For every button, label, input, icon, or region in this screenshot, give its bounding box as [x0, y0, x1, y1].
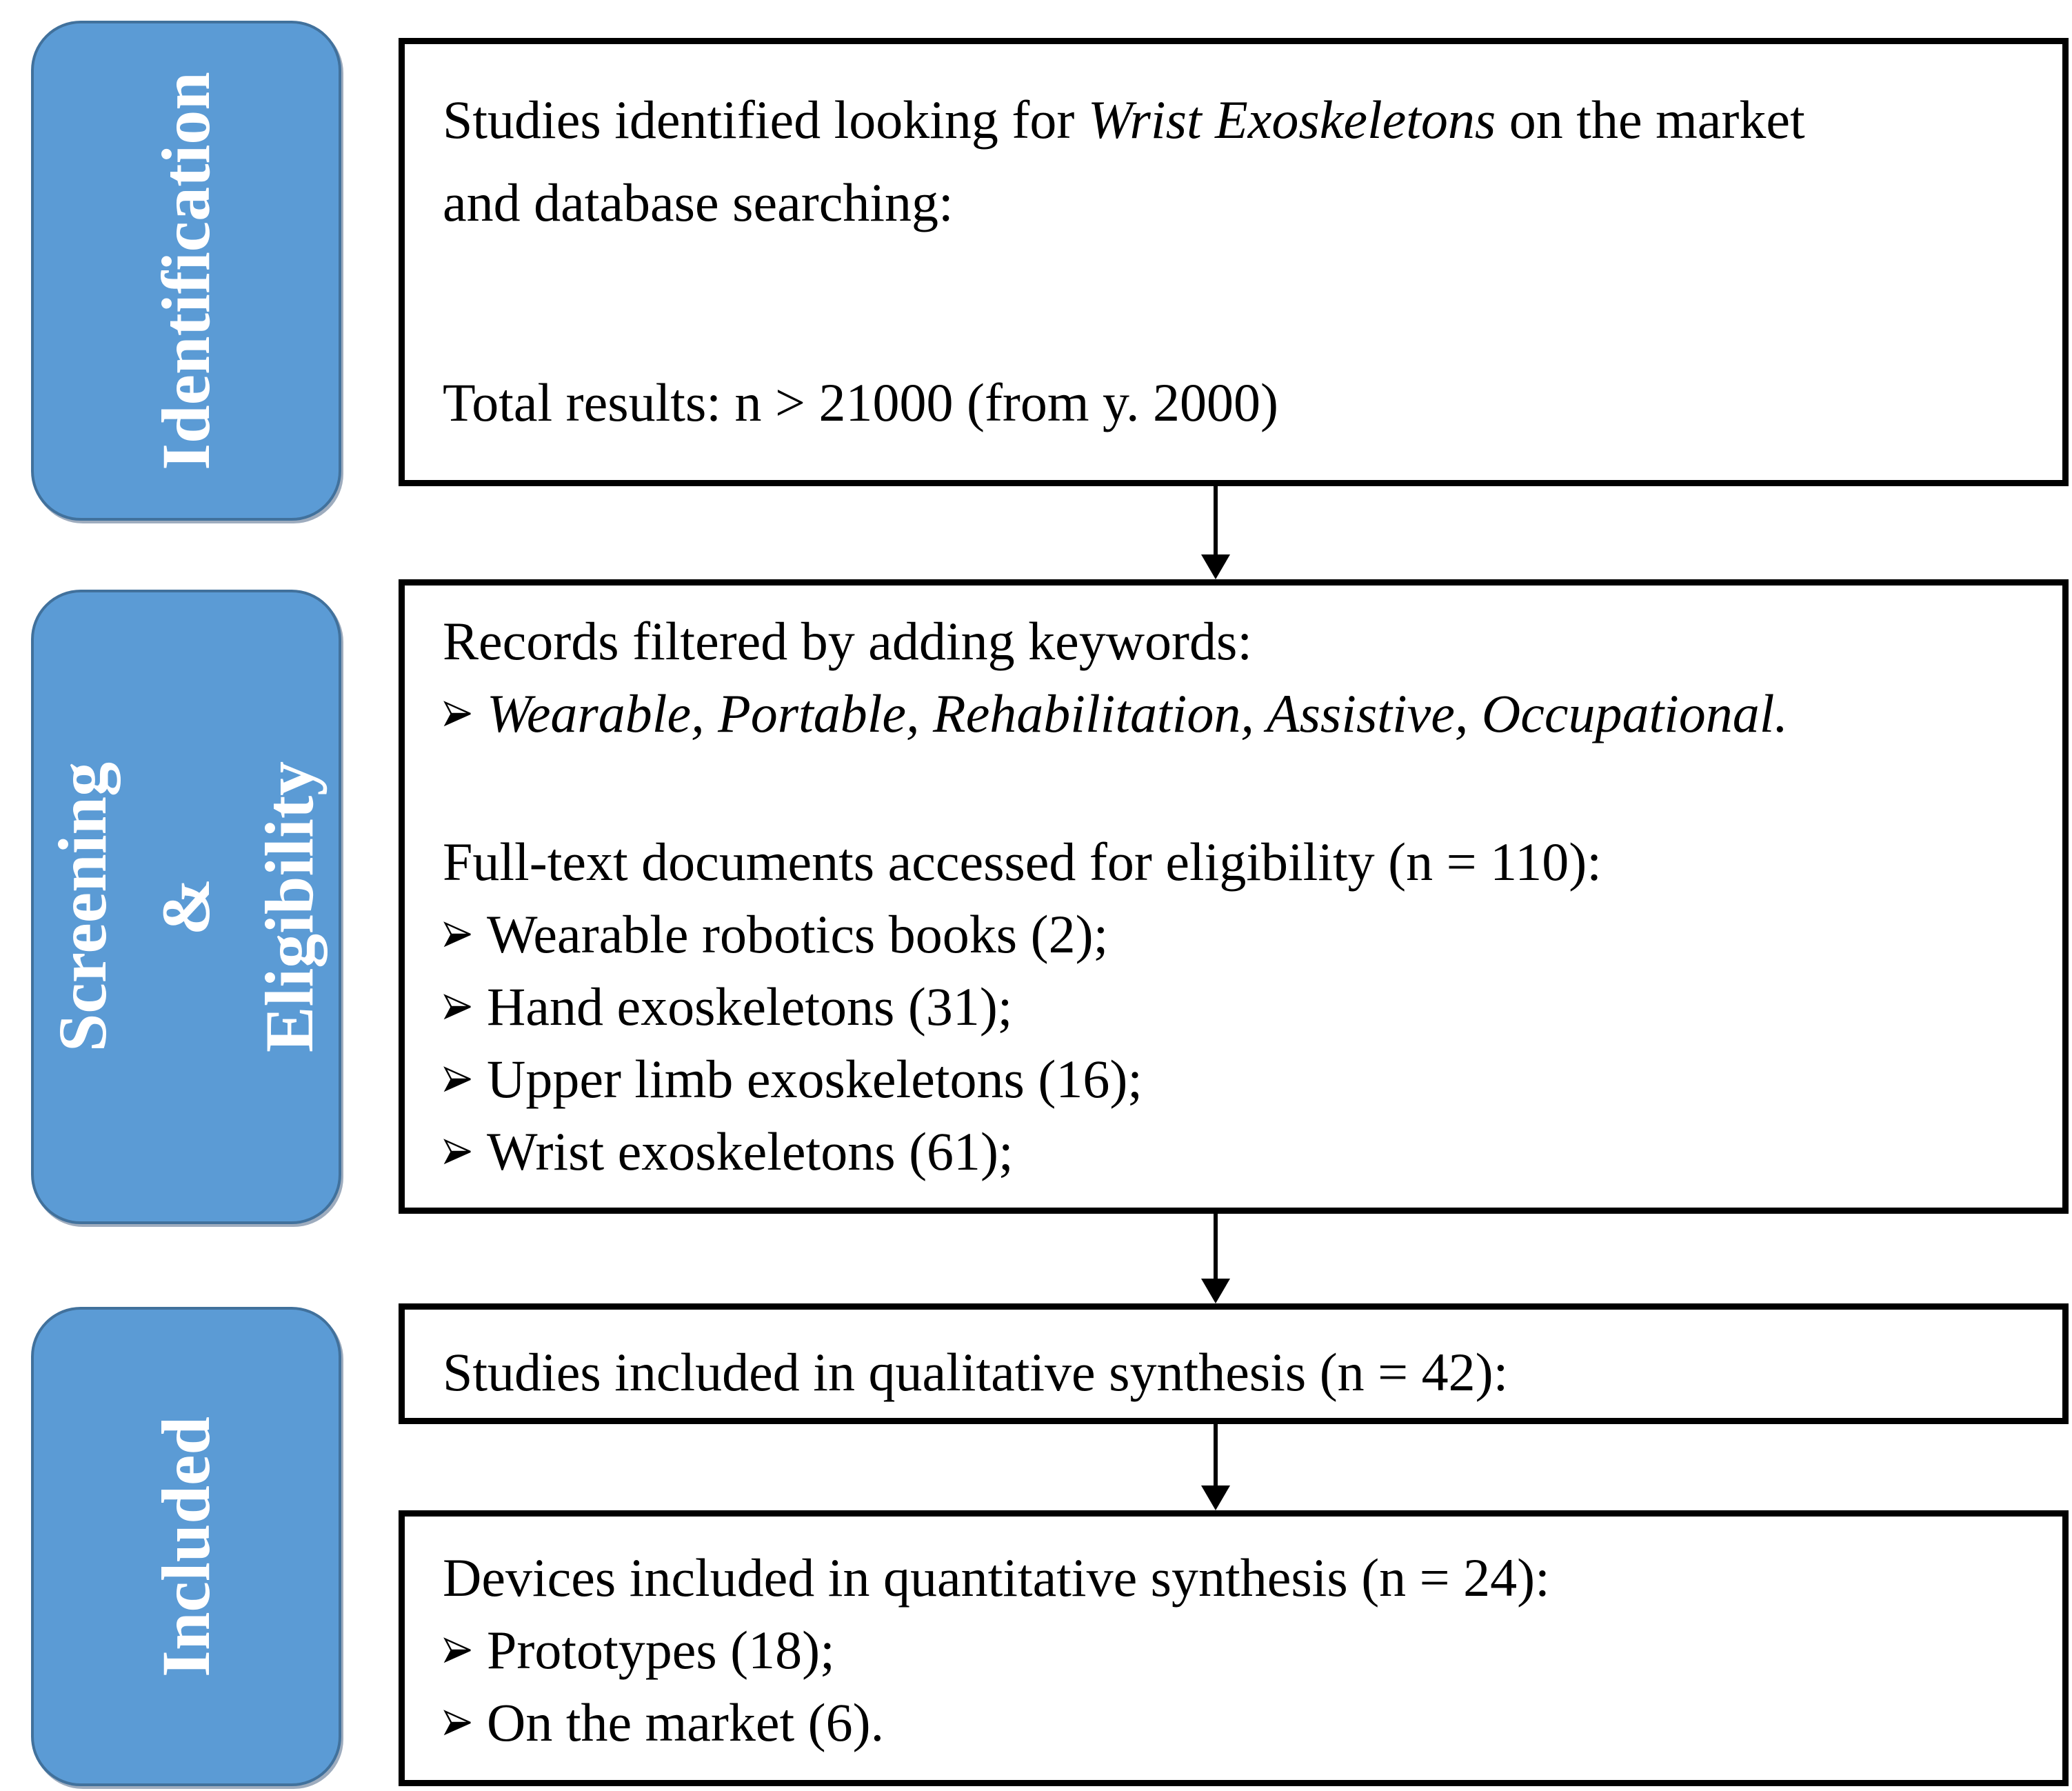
- total-results-line: [443, 361, 2024, 444]
- stage-ampersand-line: &: [147, 878, 224, 936]
- arrow-head-icon: [1201, 1279, 1230, 1303]
- fulltext-heading: Full-text documents accessed for eligibility (n = 110):: [443, 832, 1602, 892]
- fulltext-item-text: Wrist exoskeletons (61);: [487, 1121, 1014, 1181]
- quantitative-list: [443, 1614, 2024, 1759]
- keyword-item-text: Wearable, Portable, Rehabilitation, Assistive, Occupational.: [487, 683, 1788, 743]
- box-quantitative-synthesis: [399, 1510, 2069, 1786]
- total-results-text: Total results: n > 21000 (from y. 2000): [443, 372, 1278, 432]
- identified-line-1: [443, 79, 2024, 161]
- identified-line1-italic-term: Wrist Exoskeletons: [1087, 90, 1496, 150]
- stage-screening-line: Screening: [43, 761, 121, 1052]
- flow-arrow-3: [1201, 1424, 1230, 1510]
- box-qualitative-synthesis: [399, 1303, 2069, 1424]
- arrow-bullet-icon: [443, 1634, 474, 1666]
- filtered-heading: Records filtered by adding keywords:: [443, 611, 1253, 671]
- quantitative-item-text: Prototypes (18);: [487, 1620, 835, 1680]
- arrow-bullet-icon: [443, 698, 474, 730]
- flow-arrow-2: [1201, 1214, 1230, 1303]
- arrow-bullet-icon: [443, 919, 474, 950]
- quantitative-list-item: [443, 1686, 2024, 1759]
- fulltext-list: [443, 898, 2024, 1188]
- stage-included: [31, 1307, 341, 1786]
- fulltext-item-text: Wearable robotics books (2);: [487, 904, 1109, 964]
- stage-screening-eligibility: [31, 590, 341, 1224]
- stage-screening-eligibility-label: [31, 761, 341, 1052]
- arrow-head-icon: [1201, 1485, 1230, 1510]
- box-studies-identified: [399, 38, 2069, 486]
- identified-line1-suffix: on the market: [1496, 90, 1805, 150]
- identified-line1-prefix: Studies identified looking for: [443, 90, 1088, 150]
- fulltext-list-item: [443, 898, 2024, 970]
- keyword-list-item: [443, 677, 2024, 750]
- box-records-filtered: [399, 579, 2069, 1214]
- quantitative-list-item: [443, 1614, 2024, 1686]
- arrow-shaft: [1214, 486, 1218, 557]
- arrow-bullet-icon: [443, 1136, 474, 1168]
- stage-eligibility-line: Eligibility: [250, 761, 328, 1053]
- arrow-shaft: [1214, 1214, 1218, 1281]
- stage-identification: [31, 21, 341, 521]
- fulltext-list-item: [443, 1043, 2024, 1115]
- quantitative-item-text: On the market (6).: [487, 1692, 885, 1752]
- fulltext-item-text: Upper limb exoskeletons (16);: [487, 1049, 1143, 1109]
- identified-line-2: and database searching:: [443, 172, 954, 232]
- qualitative-text: Studies included in qualitative synthesis (n = 42):: [443, 1342, 1509, 1402]
- arrow-shaft: [1214, 1424, 1218, 1488]
- fulltext-item-text: Hand exoskeletons (31);: [487, 977, 1013, 1037]
- stage-included-label: Included: [148, 1416, 224, 1677]
- fulltext-list-item: [443, 970, 2024, 1043]
- flow-arrow-1: [1201, 486, 1230, 579]
- arrow-bullet-icon: [443, 1063, 474, 1095]
- quantitative-heading: Devices included in quantitative synthesis (n = 24):: [443, 1548, 1550, 1608]
- keywords-list: [443, 677, 2024, 750]
- arrow-head-icon: [1201, 554, 1230, 579]
- fulltext-list-item: [443, 1115, 2024, 1188]
- arrow-bullet-icon: [443, 1707, 474, 1739]
- stage-identification-label: Identification: [148, 71, 225, 470]
- arrow-bullet-icon: [443, 991, 474, 1023]
- identified-paragraph: [443, 79, 2024, 244]
